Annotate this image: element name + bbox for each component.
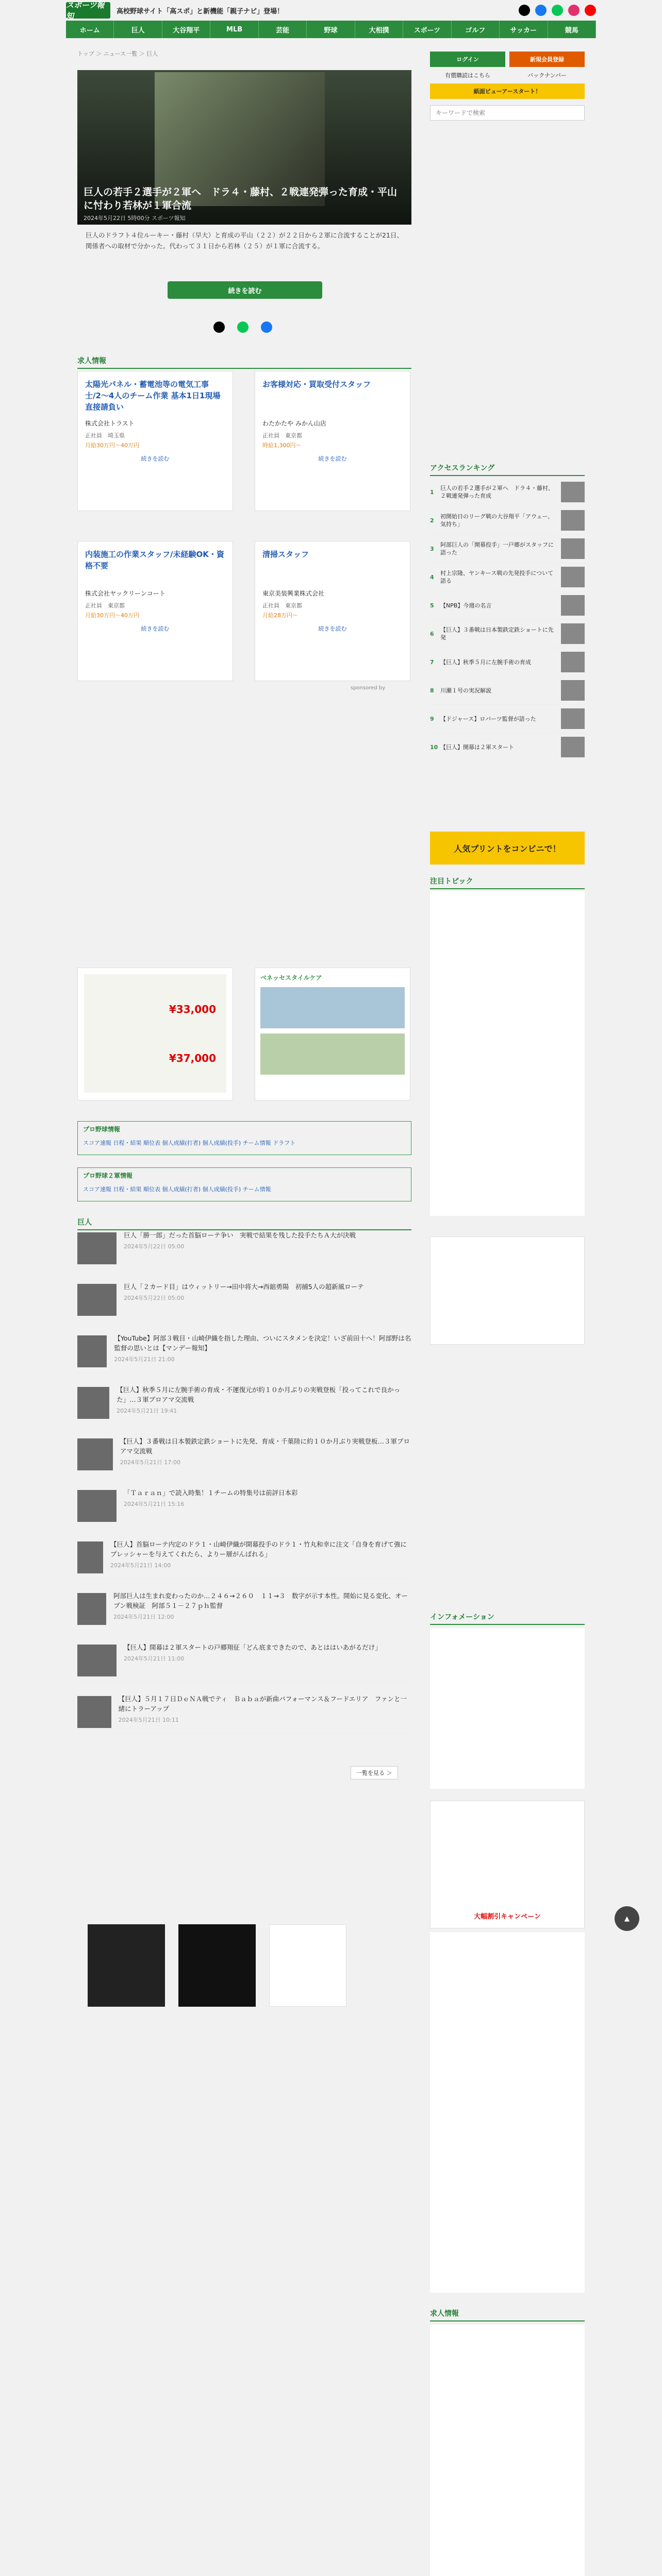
news-title[interactable]: 【YouTube】阿部３戦目・山崎伊織を指した理由、ついにスタメンを決定！いざ前田十へ！阿部野は名監督の思いとは【マンデー報知】	[114, 1334, 411, 1352]
nav-item[interactable]: MLB	[210, 21, 258, 38]
print-promo-banner[interactable]: 人気プリントをコンビニで！	[430, 832, 585, 865]
ranking-item[interactable]	[430, 676, 585, 705]
news-title[interactable]: 巨人「２カード目」はウィットリー→田中将大→西舘勇陽 初捕5人の超新風ローテ	[124, 1283, 364, 1291]
share-x-icon[interactable]	[213, 321, 225, 333]
share-facebook-icon[interactable]	[261, 321, 272, 333]
facebook-icon[interactable]	[535, 5, 547, 16]
rank-title[interactable]: 【ドジャース】ロバーツ監督が語った	[440, 715, 536, 722]
news-thumbnail	[77, 1490, 117, 1522]
news-title[interactable]: 【巨人】秋季５月に左腕手術の育成・不運復元が約１０か月ぶりの実戦登板「投ってこれで良かった」…３軍プロアマ交流戦	[117, 1386, 401, 1403]
rank-title[interactable]: 川瀬１号の実況解説	[440, 687, 491, 694]
rank-title[interactable]: 【巨人】３番戦は日本製鉄定鉄ショートに先発	[440, 626, 554, 641]
news-title[interactable]: 阿部巨人は生まれ変わったのか…２４６→２６０ １１→３ 数字が示す本性。開始に見る変化、オープン戦検証 阿部５１－２７ｐｈ監督	[113, 1592, 408, 1609]
news-title[interactable]: 【巨人】首脳ローテ内定のドラ１・山崎伊織が開幕投手のドラ１・竹丸和幸に注文「自身を育げて強にプレッシャーを与えてくれたら、よりー層がんばれる」	[110, 1540, 407, 1558]
news-thumbnail	[77, 1645, 117, 1676]
search-input[interactable]	[430, 105, 585, 121]
ranking-heading: アクセスランキング	[430, 463, 585, 476]
discount-ad[interactable]: 大幅割引キャンペーン	[430, 1801, 585, 1928]
product-carousel	[77, 1924, 411, 2022]
login-button[interactable]: ログイン	[430, 52, 505, 67]
job-title[interactable]: 太陽光パネル・蓄電池等の電気工事士/2〜4人のチーム作業 基本1日1現場 直接請負い	[85, 380, 221, 412]
news-date: 2024年5月21日 17:00	[120, 1459, 180, 1466]
ad-brand: ベネッセスタイルケア	[260, 974, 322, 981]
rank-thumbnail	[561, 538, 585, 559]
news-date: 2024年5月21日 19:41	[117, 1408, 177, 1414]
rank-title[interactable]: 【巨人】秋季５月に左腕手術の育成	[440, 658, 531, 666]
nav-item[interactable]: サッカー	[500, 21, 548, 38]
rank-number: 4	[430, 573, 434, 581]
rank-number: 5	[430, 602, 434, 609]
job-title[interactable]: 内装施工の作業スタッフ/未経験OK・資格不要	[85, 550, 224, 570]
instagram-icon[interactable]	[568, 5, 580, 16]
news-date: 2024年5月21日 14:00	[110, 1562, 171, 1569]
job-card[interactable]	[77, 371, 233, 511]
register-button[interactable]: 新規会員登録	[509, 52, 585, 67]
ad-banner-right[interactable]	[255, 968, 410, 1100]
job-location: 正社員 東京都	[85, 602, 125, 609]
header-tagline[interactable]: 高校野球サイト「高スポ」と新機能「親子ナビ」登場！	[117, 7, 284, 15]
job-company: 東京美装興業株式会社	[262, 590, 325, 597]
news-title[interactable]: 巨人「勝一郎」だった首脳ローテ争い 実戦で結果を残した投手たちＡ大が決戦	[124, 1231, 356, 1239]
read-more-button[interactable]: 続きを読む	[168, 281, 322, 299]
nav-item[interactable]: 野球	[307, 21, 355, 38]
job-salary: 月給28万円〜	[262, 612, 298, 619]
news-date: 2024年5月21日 10:11	[118, 1717, 179, 1723]
news-item[interactable]	[77, 1539, 411, 1579]
job-card[interactable]	[255, 371, 410, 511]
ranking-item[interactable]	[430, 648, 585, 676]
rank-title[interactable]: 村上宗隆、ヤンキース戦の先発投手について語る	[440, 570, 554, 584]
site-logo[interactable]: スポーツ報知	[66, 2, 110, 19]
job-company: 株式会社トラスト	[85, 420, 135, 427]
news-date: 2024年5月21日 12:00	[113, 1614, 174, 1620]
news-heading: 巨人	[77, 1217, 411, 1230]
rank-number: 1	[430, 488, 434, 496]
rank-number: 3	[430, 545, 434, 552]
news-more-link[interactable]: 一覧を見る ＞	[351, 1766, 398, 1780]
job-more-button[interactable]: 続きを読む	[141, 625, 170, 632]
rank-number: 9	[430, 715, 434, 722]
rank-title[interactable]: 【NPB】今週の名言	[440, 602, 492, 609]
info-list[interactable]	[430, 1628, 585, 1789]
ranking-item[interactable]	[430, 535, 585, 563]
job-salary: 月給30万円〜40万円	[85, 442, 139, 449]
sponsored-label: sponsored by	[351, 685, 386, 691]
ranking-item[interactable]	[430, 506, 585, 535]
news-item[interactable]	[77, 1436, 411, 1476]
back-to-top-button[interactable]	[615, 1906, 639, 1931]
news-title[interactable]: 【巨人】５月１７日ＤｅＮＡ戦でティ Ｂａｂａが新曲パフォーマンス＆フードエリア ファンと一緒にトラーアップ	[118, 1695, 407, 1713]
pro-baseball-links	[77, 1121, 411, 1155]
nav-item[interactable]: 競馬	[548, 21, 596, 38]
nav-item[interactable]: 大相撲	[355, 21, 403, 38]
sidebar	[430, 52, 585, 121]
breadcrumb: トップ ＞ ニュース一覧 ＞ 巨人	[77, 50, 158, 57]
rank-thumbnail	[561, 595, 585, 616]
viewer-campaign-button[interactable]: 紙面ビューアースタート！	[430, 83, 585, 99]
farm-baseball-links	[77, 1167, 411, 1201]
rank-thumbnail	[561, 737, 585, 757]
ad-price-2: ¥37,000	[169, 1052, 216, 1064]
rank-thumbnail	[561, 510, 585, 531]
ranking-item[interactable]	[430, 591, 585, 620]
share-line-icon[interactable]	[237, 321, 249, 333]
nav-item[interactable]: スポーツ	[403, 21, 451, 38]
news-item[interactable]	[77, 1642, 411, 1682]
nav-item[interactable]: 巨人	[114, 21, 162, 38]
news-item[interactable]	[77, 1694, 411, 1734]
job-more-button[interactable]: 続きを読む	[318, 625, 347, 632]
rank-title[interactable]: 初開始日のリーグ戦の大谷翔平「アウェー、気持ち」	[440, 513, 554, 528]
news-thumbnail	[77, 1232, 117, 1264]
news-title[interactable]: 【巨人】開幕は２軍スタートの戸郷翔征「どん底まできたので、あとははいあがるだけ」	[124, 1643, 382, 1651]
links-items[interactable]: スコア速報 日程・結果 順位表 個人成績(打者) 個人成績(投手) チーム情報	[83, 1186, 271, 1193]
topics-list[interactable]	[430, 891, 585, 1216]
rank-number: 6	[430, 630, 434, 637]
article-date: 2024年5月22日 5時00分 スポーツ報知	[84, 215, 186, 222]
rank-thumbnail	[561, 652, 585, 672]
article-title[interactable]: 巨人の若手２選手が２軍へ ドラ４・藤村、２戦連発弾った育成・平山に忖わり若林が１軍合流	[84, 187, 398, 211]
news-thumbnail	[77, 1541, 103, 1573]
line-icon[interactable]	[552, 5, 563, 16]
news-item[interactable]	[77, 1385, 411, 1425]
job-title[interactable]: お客様対応・買取受付スタッフ	[262, 380, 371, 389]
ranking-item[interactable]	[430, 478, 585, 506]
x-icon[interactable]	[519, 5, 530, 16]
ad-banner-left[interactable]	[77, 968, 233, 1100]
news-item[interactable]	[77, 1282, 411, 1321]
news-item[interactable]	[77, 1488, 411, 1528]
job-title[interactable]: 清掃スタッフ	[262, 550, 309, 559]
news-date: 2024年5月21日 15:16	[124, 1501, 185, 1507]
rank-number: 7	[430, 658, 434, 666]
news-thumbnail	[77, 1696, 111, 1728]
rank-thumbnail	[561, 708, 585, 729]
nav-item[interactable]: 芸能	[259, 21, 307, 38]
product-item[interactable]	[269, 1924, 346, 2007]
job-salary: 時給1,300円〜	[262, 442, 302, 449]
subscription-link[interactable]: 有償購読はこちら	[445, 72, 490, 79]
ad-price-1: ¥33,000	[169, 1003, 216, 1015]
news-date: 2024年5月21日 21:00	[114, 1356, 175, 1363]
sidebar-ad[interactable]	[430, 1236, 585, 1345]
job-more-button[interactable]: 続きを読む	[141, 455, 170, 462]
jobs-heading: 求人情報	[77, 355, 411, 369]
main-nav	[66, 21, 596, 38]
rank-number: 8	[430, 687, 434, 694]
links-items[interactable]: スコア速報 日程・結果 順位表 個人成績(打者) 個人成績(投手) チーム情報 ドラフト	[83, 1140, 296, 1146]
news-thumbnail	[77, 1284, 117, 1316]
job-location: 正社員 東京都	[262, 432, 302, 439]
job-location: 正社員 東京都	[262, 602, 302, 609]
ranking-item[interactable]	[430, 563, 585, 591]
news-thumbnail	[77, 1387, 109, 1419]
ranking-item[interactable]	[430, 620, 585, 648]
article-lead: 巨人のドラフト４位ルーキー・藤村（早大）と育成の平山（２２）が２２日から２軍に合流することが21日、関係者への取材で分かった。代わって３１日から若林（２５）が１軍に合流する。	[86, 231, 403, 250]
news-thumbnail	[77, 1335, 107, 1367]
ranking-item[interactable]	[430, 705, 585, 733]
nav-item[interactable]: 大谷翔平	[162, 21, 210, 38]
news-item[interactable]	[77, 1333, 411, 1373]
share-bar	[213, 321, 272, 333]
news-date: 2024年5月22日 05:00	[124, 1295, 185, 1301]
rank-number: 10	[430, 743, 438, 751]
topics-heading: 注目トピック	[430, 876, 585, 889]
news-date: 2024年5月21日 11:00	[124, 1655, 185, 1662]
links-title: プロ野球２軍情報	[83, 1172, 133, 1179]
news-title[interactable]: 「Ｔａｒａｎ」で読入時集！１チームの特集号は前評日本彩	[124, 1489, 298, 1497]
links-title: プロ野球情報	[83, 1126, 121, 1133]
rank-title[interactable]: 巨人の若手２選手が２軍へ ドラ４・藤村、２戦連発弾った育成	[440, 485, 554, 499]
news-item[interactable]	[77, 1230, 411, 1270]
product-item[interactable]	[88, 1924, 165, 2007]
job-card[interactable]	[255, 541, 410, 681]
rank-thumbnail	[561, 623, 585, 644]
rank-title[interactable]: 【巨人】開幕は２軍スタート	[440, 743, 514, 751]
news-date: 2024年5月22日 05:00	[124, 1243, 185, 1250]
news-title[interactable]: 【巨人】３番戦は日本製鉄定鉄ショートに先発、育成・千葉陸に約１０か月ぶり実戦登板…３軍プロアマ交流戦	[120, 1437, 410, 1455]
youtube-icon[interactable]	[585, 5, 596, 16]
job-card[interactable]	[77, 541, 233, 681]
job-location: 正社員 埼玉県	[85, 432, 125, 439]
rank-title[interactable]: 阿部巨人の「開幕投手」一戸郷がスタッフに語った	[440, 541, 554, 556]
backnumber-link[interactable]: バックナンバー	[527, 72, 567, 79]
rank-thumbnail	[561, 482, 585, 502]
ranking-item[interactable]	[430, 733, 585, 761]
job-company: 株式会社ヤックリーンコート	[85, 590, 166, 597]
news-item[interactable]	[77, 1591, 411, 1631]
nav-item[interactable]: ホーム	[66, 21, 114, 38]
rank-thumbnail	[561, 680, 585, 701]
rank-number: 2	[430, 517, 434, 524]
chevron-up-icon: ▲	[624, 1914, 630, 1923]
job-company: わたかたや みかん山店	[262, 420, 326, 427]
info-heading: インフォメーション	[430, 1612, 585, 1625]
nav-item[interactable]: ゴルフ	[452, 21, 500, 38]
news-thumbnail	[77, 1593, 106, 1625]
news-thumbnail	[77, 1438, 113, 1470]
sidebar-campaign-list[interactable]	[430, 1932, 585, 2293]
side-jobs-list[interactable]	[430, 2325, 585, 2576]
job-salary: 月給30万円〜40万円	[85, 612, 139, 619]
ranking-list	[430, 478, 585, 761]
rank-thumbnail	[561, 567, 585, 587]
job-more-button[interactable]: 続きを読む	[318, 455, 347, 462]
site-header	[66, 0, 596, 21]
side-jobs-heading: 求人情報	[430, 2308, 585, 2321]
product-item[interactable]	[178, 1924, 256, 2007]
